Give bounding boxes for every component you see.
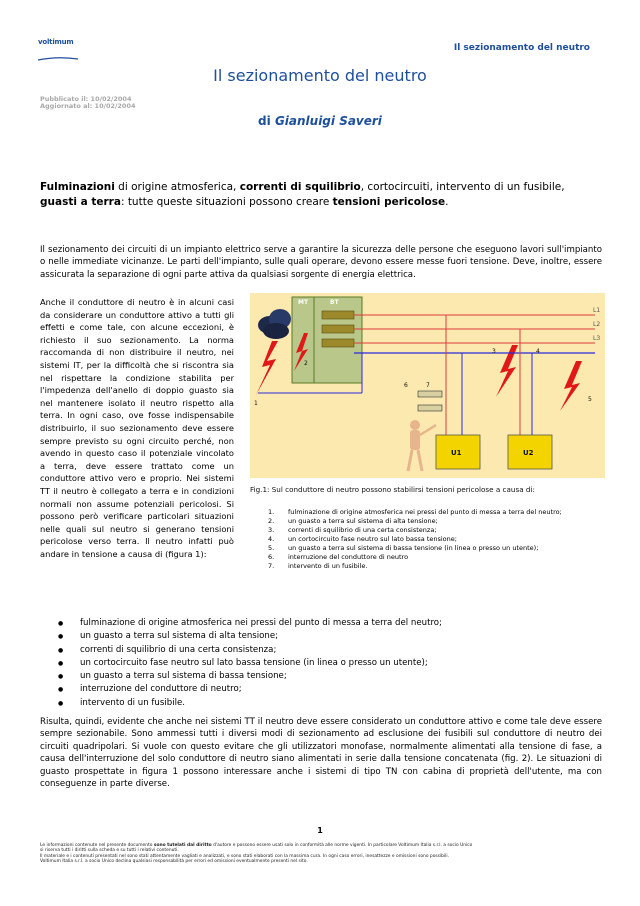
lead-text-1: di origine atmosferica, xyxy=(114,181,240,193)
figure-1-diagram xyxy=(250,293,605,478)
header-title: Il sezionamento del neutro xyxy=(453,43,590,53)
page-number: 1 xyxy=(317,826,323,835)
page-title: Il sezionamento del neutro xyxy=(213,66,427,85)
list-text: interruzione del conduttore di neutro xyxy=(288,553,409,561)
label-n2: 2 xyxy=(304,360,308,367)
label-mt: MT xyxy=(298,299,309,306)
footer-line-3: Il materiale e i contenuti presentati nel sono stati attentamente vagliati e analizzati, e sono stati elaborati con la massima cura. In ogni caso errori, inesattezze e omissioni sono possibili. xyxy=(40,853,450,859)
list-item: ● intervento di un fusibile. xyxy=(58,697,598,710)
label-l2: L2 xyxy=(593,321,601,328)
list-text: fulminazione di origine atmosferica nei pressi del punto di messa a terra del neutro; xyxy=(288,508,562,516)
label-l3: L3 xyxy=(593,335,601,342)
logo-text: voltimum xyxy=(38,38,74,46)
lead-text-3: : tutte queste situazioni possono creare xyxy=(120,196,333,208)
intro-paragraph: Il sezionamento dei circuiti di un impianto elettrico serve a garantire la sicurezza delle persone che eseguono lavori sull'impianto o nelle immediate vicinanze. Le parti dell'impianto, sulle quali operare, devono essere messe fuori tensione. Deve, inoltre, essere assicurata la separazione di ogni parte attiva da qualsiasi sorgente di energia elettrica. xyxy=(40,245,602,280)
fuse xyxy=(418,391,442,397)
list-item xyxy=(268,553,588,562)
list-number: 3. xyxy=(268,526,275,534)
list-number: 2. xyxy=(268,517,275,525)
cause-bullet-list xyxy=(58,617,598,710)
list-item: ● interruzione del conduttore di neutro; xyxy=(58,683,598,696)
label-u1: U1 xyxy=(451,449,462,457)
neutral-paragraph: Anche il conduttore di neutro è in alcuni casi da considerare un conduttore attivo a tutti gli effetti e come tale, con alcune eccezioni, è richiesto il suo sezionamento. La norma raccomanda di non distribuire il neutro, nei sistemi IT, per la difficoltà che si riscontra sia nel rispettare la condizione stabilita per l'impedenza dell'anello di doppio guasto sia nel mantenere isolato il neutro rispetto alla terra. In ogni caso, ove fosse indispensabile distribuirlo, il suo sezionamento deve essere sempre previsto su ogni circuito perché, non avendo in questo caso il potenziale vincolato a terra, deve essere trattato come un conduttore attivo vero e proprio. Nei sistemi TT il neutro è collegato a terra e in condizioni normali non assume potenziali pericolosi. Si possono però verificare particolari situazioni nelle quali sul neutro si generano tensioni pericolose verso terra. Il neutro infatti può andare in tensione a causa di (figura 1): xyxy=(40,297,234,559)
label-n1: 1 xyxy=(254,400,258,407)
lead-bold-2: correnti di squilibrio xyxy=(239,181,361,193)
footer-bold-text: sono tutelati dal diritto xyxy=(153,843,212,848)
lead-paragraph xyxy=(40,180,602,210)
list-text: un guasto a terra sul sistema di alta tensione; xyxy=(288,517,438,525)
footer-text: d'autore e possono essere usati solo in conformità alle norme vigenti. In particolare Voltimum Italia s.r.l. a socio Unico xyxy=(211,843,473,848)
footer-line-2: si riserva tutti i diritti sulla scheda e su tutti i relativi contenuti. xyxy=(40,848,179,854)
lead-text-2: , cortocircuiti, intervento di un fusibile, xyxy=(360,181,565,193)
transformer-winding xyxy=(322,311,354,319)
conclusion-paragraph: Risulta, quindi, evidente che anche nei sistemi TT il neutro deve essere considerato un conduttore attivo e come tale deve essere sempre sezionabile. Sono ammessi tutti i diversi modi di sezionamento ad esclusione dei fusibili sul conduttore di neutro dei circuiti quadripolari. Si vuole con questo evitare che gli utilizzatori monofase, normalmente alimentati alla tensione di fase, a causa dell'interruzione del solo conduttore di neutro siano alimentati in serie dalla tensione concatenata (fig. 2). Le situazioni di guasto prospettate in figura 1 possono interessare anche i sistemi di tipo TN con cabina di proprietà dell'utente, ma con conseguenze in parte diverse. xyxy=(40,717,602,790)
transformer-winding xyxy=(322,325,354,333)
list-item xyxy=(268,535,588,544)
footer-text: Le informazioni contenute nel presente documento xyxy=(40,843,154,848)
lead-text-4: . xyxy=(445,196,449,208)
label-l1: L1 xyxy=(593,307,601,314)
publication-meta xyxy=(40,96,136,110)
list-item xyxy=(268,508,588,517)
figure-cause-list xyxy=(268,508,588,571)
label-bt: BT xyxy=(330,299,339,306)
list-item: ● fulminazione di origine atmosferica nei pressi del punto di messa a terra del neutro; xyxy=(58,617,598,630)
list-number: 5. xyxy=(268,544,275,552)
transformer-winding xyxy=(322,339,354,347)
list-item: ● correnti di squilibrio di una certa consistenza; xyxy=(58,644,598,657)
label-n6: 6 xyxy=(404,382,408,389)
fuse xyxy=(418,405,442,411)
lead-bold-1: Fulminazioni xyxy=(40,181,115,193)
list-text: correnti di squilibrio di una certa consistenza; xyxy=(288,526,437,534)
label-n5: 5 xyxy=(588,396,592,403)
author-prefix: di xyxy=(258,114,271,128)
list-number: 4. xyxy=(268,535,275,543)
published-date: Pubblicato il: 10/02/2004 xyxy=(40,95,132,103)
author-name: Gianluigi Saveri xyxy=(274,114,382,128)
logo-swoosh-icon xyxy=(38,56,78,61)
list-item xyxy=(268,562,588,571)
lead-bold-3: guasti a terra xyxy=(40,196,121,208)
list-item xyxy=(268,526,588,535)
figure-caption: Fig.1: Sul conduttore di neutro possono stabilirsi tensioni pericolose a causa di: xyxy=(250,485,535,494)
label-u2: U2 xyxy=(523,449,534,457)
list-text: un guasto a terra sul sistema di bassa tensione (in linea o presso un utente); xyxy=(288,544,539,552)
footer-disclaimer xyxy=(40,843,600,865)
label-n4: 4 xyxy=(536,348,540,355)
list-item xyxy=(268,544,588,553)
label-n7: 7 xyxy=(426,382,430,389)
list-number: 7. xyxy=(268,562,275,570)
list-item xyxy=(268,517,588,526)
lead-bold-4: tensioni pericolose xyxy=(332,196,446,208)
list-item: ● un guasto a terra sul sistema di alta tensione; xyxy=(58,630,598,643)
list-number: 1. xyxy=(268,508,275,516)
list-number: 6. xyxy=(268,553,275,561)
list-item: ● un guasto a terra sul sistema di bassa tensione; xyxy=(58,670,598,683)
voltimum-logo[interactable] xyxy=(38,38,80,54)
list-text: intervento di un fusibile. xyxy=(288,562,368,570)
list-item: ● un cortocircuito fase neutro sul lato bassa tensione (in linea o presso un utente); xyxy=(58,657,598,670)
footer-line-4: Voltimum Italia s.r.l. a socio Unico declina qualsiasi responsabilità per errori ed omissioni eventualmente presenti nel sito. xyxy=(40,859,308,865)
list-text: un cortocircuito fase neutro sul lato bassa tensione; xyxy=(288,535,457,543)
updated-date: Aggiornato al: 10/02/2004 xyxy=(40,102,136,110)
author-line xyxy=(0,114,640,128)
label-n3: 3 xyxy=(492,348,496,355)
